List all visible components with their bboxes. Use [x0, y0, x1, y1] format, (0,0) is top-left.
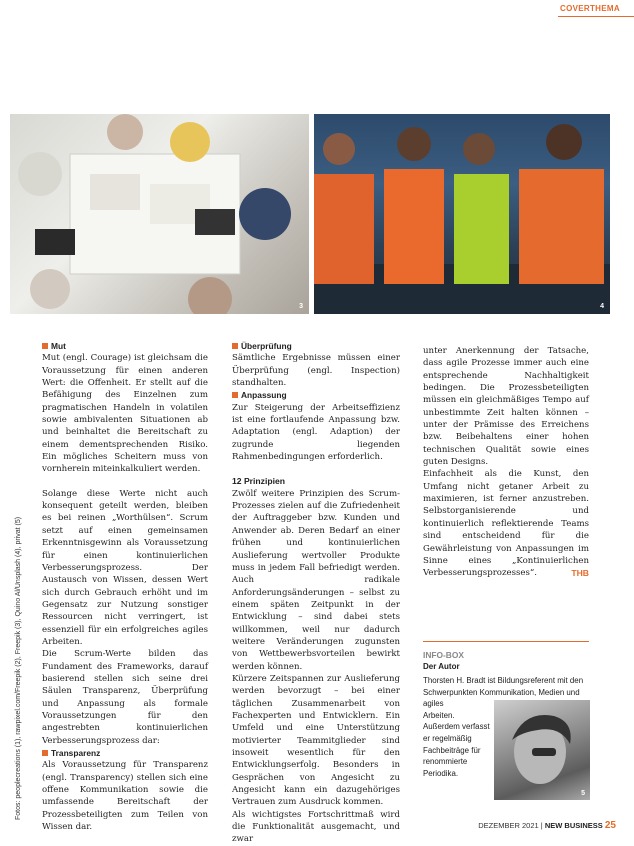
author-portrait: [494, 700, 590, 800]
heading-ueberpruefung-label: Überprüfung: [241, 341, 292, 351]
office-meeting-photo: [10, 114, 309, 314]
paragraph-mut: Mut (engl. Courage) ist gleichsam die Voraussetzung für einen anderen Wert: die Offenheit. Er stellt auf die Befähigung des Einzelnen zum pragmatischen Handeln in volatilen sowie ambivalenten Situationen ab und beinhaltet die Bereitschaft zu einem dementsprechenden Risiko. Ein mögliches Scheitern muss von vornherein miteinkalkuliert werden.: [42, 353, 208, 475]
paragraph-transparenz: Als Voraussetzung für Transparenz (engl. Transparency) stellen sich eine offene Kommunikation sowie die umfassende Bereitschaft der Prozessbeteiligten zum Teilen von Wissen dar.: [42, 760, 208, 833]
paragraph-einfachheit: [423, 468, 589, 579]
infobox-text-narrow: Arbeiten. Außerdem verfasst er regelmäßig Fachbeiträge für renommierte Periodika.: [423, 710, 490, 778]
paragraph-fundament: Die Scrum-Werte bilden das Fundament des Frameworks, darauf basierend stellen sich seine drei Säulen Transparenz, Überprüfung und Anpassung als formale Voraussetzungen für den angestrebten kontinuierlichen Verbesserungsprozess dar:: [42, 649, 208, 746]
text-column-1: [42, 340, 208, 833]
bullet-square-icon: [232, 392, 238, 398]
rugby-team-photo: [314, 114, 610, 314]
photo-number: 5: [581, 790, 585, 797]
footer-date: DEZEMBER 2021: [478, 821, 539, 830]
portrait-illustration: [494, 700, 590, 800]
paragraph-anpassung: Zur Steigerung der Arbeitseffizienz ist eine fortlaufende Anpassung bzw. Adaptation (engl. Adaption) der zugrunde liegenden Rahmenbedingungen erforderlich.: [232, 402, 400, 463]
office-illustration: [10, 114, 309, 314]
paragraph-anerkennung: unter Anerkennung der Tatsache, dass agile Prozesse immer auch eine entsprechende Nachhaltigkeit bedingen. Die Prozessbeteiligten müssen ein gleichmäßiges Tempo auf unbestimmte Zeit halten können – unter der Prämisse des Erreichens bzw. Beibehaltens einer hohen technischen Qualität sowie eines guten Designs.: [423, 346, 589, 468]
heading-prinzipien: 12 Prinzipien: [232, 476, 286, 487]
paragraph-ueberpruefung: Sämtliche Ergebnisse müssen einer Überprüfung (engl. Inspection) standhalten.: [232, 353, 400, 389]
photo-credits-text: Fotos: peoplecreations (1), rawpixel.com/Freepik (2), Freepik (3), Quino Al/Unsplash (4), privat (5): [15, 516, 22, 820]
text-column-2: [232, 340, 400, 846]
bullet-square-icon: [42, 750, 48, 756]
bullet-square-icon: [232, 343, 238, 349]
photo-number: 3: [299, 303, 303, 310]
heading-transparenz: [42, 747, 208, 759]
text-column-3: [423, 345, 589, 580]
bullet-square-icon: [42, 343, 48, 349]
author-signature: THB: [571, 568, 589, 579]
section-tag: COVERTHEMA: [560, 4, 620, 13]
heading-ueberpruefung: [232, 340, 400, 352]
paragraph-fortschritt: Als wichtigstes Fortschrittmaß wird die Funktionalität ausgemacht, und zwar: [232, 809, 400, 845]
footer-brand: NEW BUSINESS: [544, 821, 603, 830]
infobox-divider: [423, 641, 589, 642]
heading-anpassung-label: Anpassung: [241, 390, 287, 401]
heading-transparenz-label: Transparenz: [51, 748, 101, 758]
infobox-text-wide: Thorsten H. Bradt ist Bildungsreferent mit den Schwerpunkten Kommunikation, Medien und agiles: [423, 676, 584, 709]
paragraph-solange: Solange diese Werte nicht auch konsequent geteilt werden, bleiben es bei reinen „Worthülsen“. Scrum setzt auf einen gemeinsamen Erkenntnisgewinn als Voraussetzung für einen kontinuierlichen Verbesserungsprozess. Der Austausch von Wissen, dessen Wert sich durch Gebrauch erhöht und im Gegensatz zur Nutzung sonstiger Ressourcen nicht verringert, ist essenziell für ein erfolgreiches agiles Arbeiten.: [42, 488, 208, 647]
infobox-title: INFO-BOX: [423, 650, 464, 660]
heading-mut: [42, 340, 208, 352]
heading-anpassung: [232, 389, 400, 401]
paragraph-einfachheit-text: Einfachheit als die Kunst, den Umfang nicht getaner Arbeit zu maximieren, ist ferner anzustreben. Selbstorganisierende und kontinuierlich reflektierende Teams sind entscheidend für die Gewährleistung von Anpassungen im Sinne eines „Kontinuierlichen Verbesserungsprozesses“.: [423, 469, 589, 579]
rugby-illustration: [314, 114, 610, 314]
heading-mut-label: Mut: [51, 341, 66, 351]
photo-number: 4: [600, 303, 604, 310]
page-footer: DEZEMBER 2021 | NEW BUSINESS 25: [478, 820, 616, 831]
photo-credits: [6, 480, 22, 820]
page-number: 25: [604, 820, 616, 831]
section-divider: [558, 16, 634, 17]
paragraph-kuerzere: Kürzere Zeitspannen zur Auslieferung werden bevorzugt – bei einer täglichen Zusammenarbeit von Fachexperten und Entwicklern. Ein Umfeld und eine Unterstützung motivierter Teammitglieder sind insoweit wesentlich für den Entwicklungserfolg. Besonders in Gesprächen von Angesicht zu Angesicht kann ein dazugehöriges Vertrauen zum Ausdruck kommen.: [232, 673, 400, 808]
infobox-subtitle: Der Autor: [423, 662, 460, 671]
paragraph-prinzipien: Zwölf weitere Prinzipien des Scrum-Prozesses zielen auf die Zufriedenheit der Auftraggeber bzw. Kunden und Anwender ab. Deren Bedarf an einer frühen und kontinuierlichen Auslieferung wertvoller Produkte muss in jedem Fall befriedigt werden. Auch radikale Anforderungsänderungen – selbst zu einem späten Zeitpunkt in der Entwicklung – sind dabei stets willkommen, weil nur dadurch weitere Veränderungen zugunsten von Wettbewerbsvorteilen bewirkt werden können.: [232, 488, 400, 672]
